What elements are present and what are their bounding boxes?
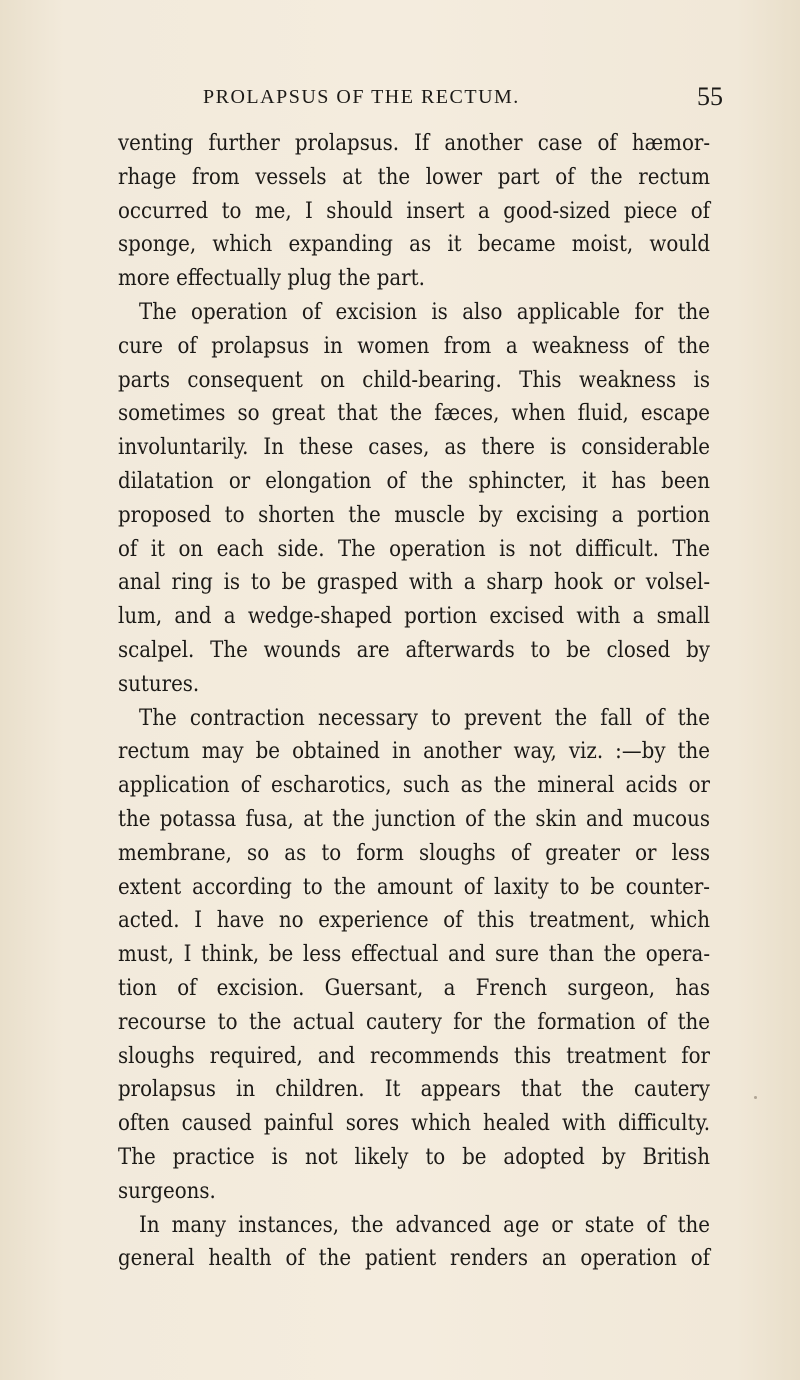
- text-line: more effectually plug the part.: [118, 266, 425, 292]
- body-text: [118, 127, 710, 1276]
- page-header: [203, 82, 723, 120]
- text-line: anal ring is to be grasped with a sharp hook or volsel-: [118, 570, 710, 596]
- text-line: general health of the patient renders an operation of: [118, 1246, 710, 1272]
- text-line: acted. I have no experience of this treatment, which: [118, 908, 710, 934]
- text-line: In many instances, the advanced age or state of the: [139, 1212, 710, 1238]
- text-line: rhage from vessels at the lower part of the rectum: [118, 164, 710, 190]
- page-number: 55: [697, 82, 723, 111]
- text-line: the potassa fusa, at the junction of the skin and mucous: [118, 806, 710, 832]
- text-line: sutures.: [118, 671, 200, 697]
- text-line: proposed to shorten the muscle by excising a portion: [118, 502, 710, 528]
- text-line: lum, and a wedge-shaped portion excised with a small: [118, 604, 710, 630]
- text-line: rectum may be obtained in another way, viz. :—by the: [118, 739, 710, 765]
- text-line: parts consequent on child-bearing. This weakness is: [118, 367, 710, 393]
- text-line: recourse to the actual cautery for the formation of the: [118, 1009, 710, 1035]
- text-line: occurred to me, I should insert a good-sized piece of: [118, 198, 710, 224]
- text-line: venting further prolapsus. If another case of hæmor-: [118, 131, 710, 156]
- text-line: sometimes so great that the fæces, when fluid, escape: [118, 401, 710, 427]
- text-line: prolapsus in children. It appears that the cautery: [118, 1077, 710, 1103]
- running-title: PROLAPSUS OF THE RECTUM.: [203, 86, 520, 108]
- text-line: involuntarily. In these cases, as there is considerable: [118, 435, 710, 461]
- text-line: sloughs required, and recommends this treatment for: [118, 1043, 710, 1069]
- text-line: membrane, so as to form sloughs of greater or less: [118, 840, 710, 866]
- text-line: dilatation or elongation of the sphincter, it has been: [118, 468, 710, 494]
- text-line: The practice is not likely to be adopted by British: [118, 1144, 710, 1170]
- text-line: of it on each side. The operation is not difficult. The: [118, 536, 710, 562]
- text-line: surgeons.: [118, 1178, 216, 1204]
- text-line: The operation of excision is also applicable for the: [139, 299, 710, 325]
- text-line: sponge, which expanding as it became moist, would: [118, 232, 710, 258]
- text-line: application of escharotics, such as the mineral acids or: [118, 773, 710, 799]
- text-line: tion of excision. Guersant, a French surgeon, has: [118, 975, 710, 1001]
- text-line: cure of prolapsus in women from a weakness of the: [118, 333, 710, 359]
- paper-speck: [754, 1096, 757, 1099]
- text-line: often caused painful sores which healed with difficulty.: [118, 1111, 710, 1137]
- text-line: must, I think, be less effectual and sure than the opera-: [118, 942, 710, 968]
- text-line: The contraction necessary to prevent the fall of the: [139, 705, 710, 731]
- text-line: extent according to the amount of laxity to be counter-: [118, 874, 710, 900]
- text-line: scalpel. The wounds are afterwards to be closed by: [118, 637, 710, 663]
